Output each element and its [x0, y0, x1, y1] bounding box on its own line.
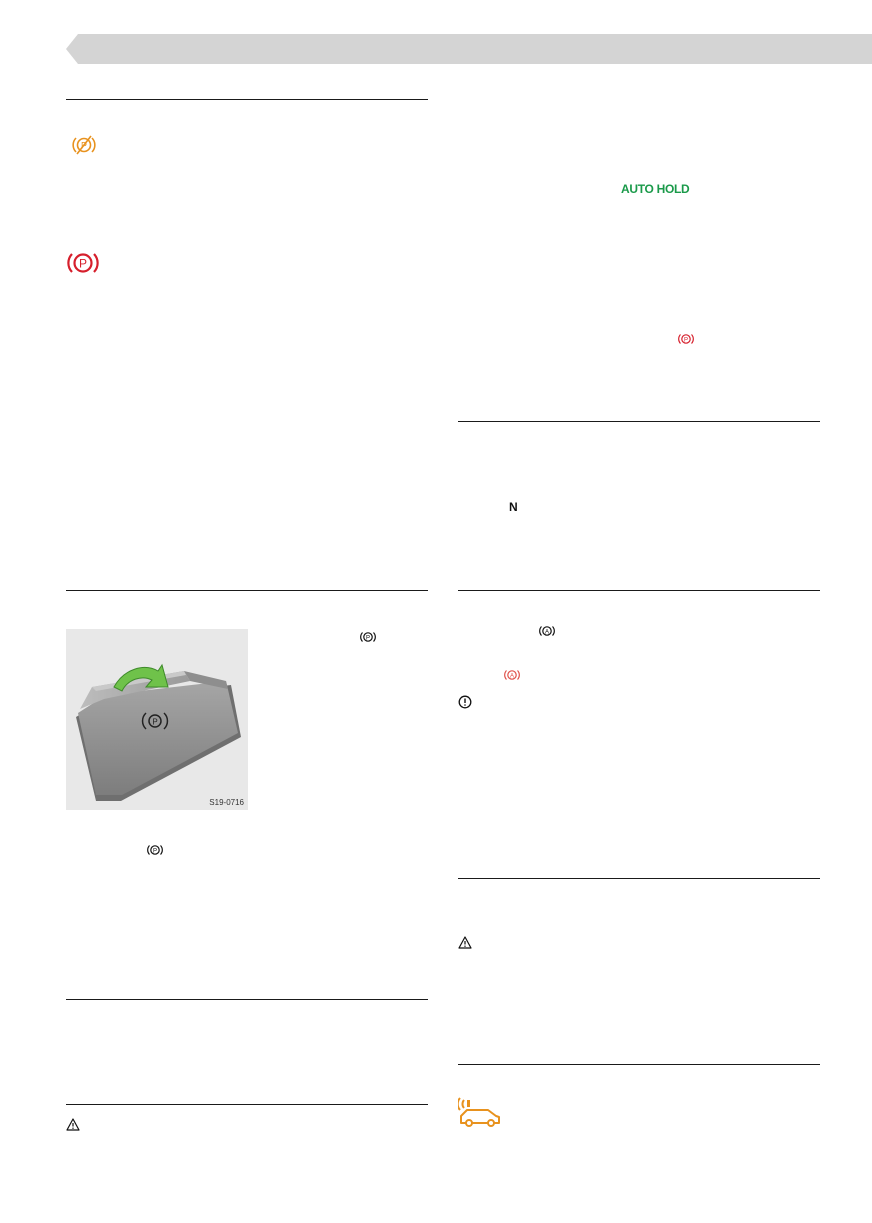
switch-illustration — [66, 629, 248, 810]
section-rule — [66, 99, 428, 100]
section-rule — [458, 590, 820, 591]
parking-brake-red-icon — [66, 249, 100, 277]
section-rule — [458, 878, 820, 879]
warning-triangle-icon — [458, 936, 472, 949]
parking-brake-red-small-icon — [677, 332, 695, 346]
svg-text:P: P — [365, 635, 371, 642]
svg-text:P: P — [152, 717, 158, 727]
parking-brake-symbol-icon — [359, 630, 377, 644]
section-rule — [458, 421, 820, 422]
section-rule — [458, 1064, 820, 1065]
auto-hold-label: AUTO HOLD — [621, 182, 690, 196]
neutral-gear-letter: N — [509, 500, 518, 514]
parking-brake-switch-photo — [66, 629, 248, 810]
svg-text:P: P — [80, 140, 88, 151]
caution-circle-icon — [458, 695, 472, 709]
figure-code: S19-0716 — [209, 798, 244, 807]
svg-text:P: P — [78, 256, 88, 271]
section-rule — [66, 1104, 428, 1105]
section-rule — [66, 999, 428, 1000]
svg-text:P: P — [683, 337, 689, 344]
parking-brake-fault-icon — [70, 133, 98, 157]
parking-brake-symbol-icon — [146, 843, 164, 857]
auto-hold-symbol-icon — [538, 624, 556, 638]
svg-text:A: A — [509, 673, 515, 680]
svg-text:P: P — [152, 848, 158, 855]
vehicle-sensor-icon — [458, 1097, 502, 1129]
svg-text:A: A — [544, 629, 550, 636]
warning-triangle-icon — [66, 1118, 80, 1131]
section-rule — [66, 590, 428, 591]
auto-hold-fault-icon — [503, 668, 521, 682]
header-band — [66, 34, 872, 64]
